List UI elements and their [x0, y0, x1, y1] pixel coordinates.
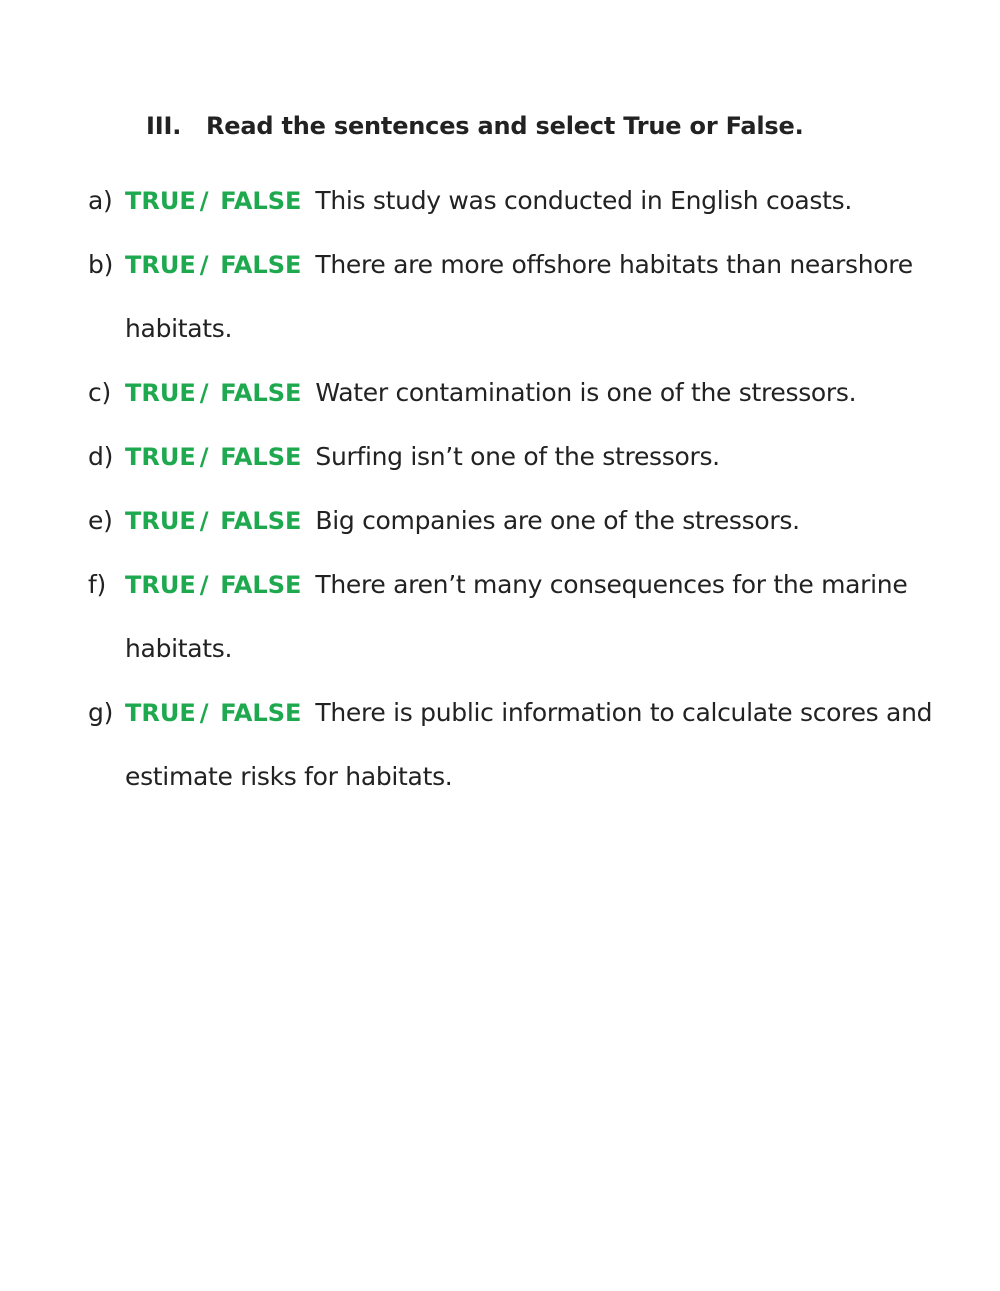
false-option[interactable]: FALSE [220, 251, 302, 279]
question-statement: Water contamination is one of the stressors. [315, 378, 857, 407]
false-option[interactable]: FALSE [220, 187, 302, 215]
section-instruction: Read the sentences and select True or False. [206, 112, 804, 140]
question-statement: This study was conducted in English coasts. [315, 186, 853, 215]
question-g [88, 696, 932, 730]
false-option[interactable]: FALSE [220, 379, 302, 407]
option-separator: / [199, 379, 209, 407]
false-option[interactable]: FALSE [220, 443, 302, 471]
question-letter: b) [88, 250, 114, 279]
option-separator: / [199, 699, 209, 727]
question-statement: Surfing isn’t one of the stressors. [315, 442, 720, 471]
option-separator: / [199, 443, 209, 471]
true-option[interactable]: TRUE [125, 187, 196, 215]
question-letter: f) [88, 570, 106, 599]
question-e [88, 504, 800, 538]
question-letter: e) [88, 506, 113, 535]
option-separator: / [199, 507, 209, 535]
question-statement: Big companies are one of the stressors. [315, 506, 800, 535]
true-option[interactable]: TRUE [125, 507, 196, 535]
question-g-continuation: estimate risks for habitats. [125, 762, 453, 791]
question-letter: g) [88, 698, 114, 727]
question-statement: There aren’t many consequences for the marine [315, 570, 908, 599]
question-f-continuation: habitats. [125, 634, 233, 663]
option-separator: / [199, 251, 209, 279]
true-option[interactable]: TRUE [125, 571, 196, 599]
question-f [88, 568, 907, 602]
question-letter: a) [88, 186, 113, 215]
section-heading [146, 112, 804, 140]
true-option[interactable]: TRUE [125, 379, 196, 407]
question-d [88, 440, 720, 474]
question-letter: d) [88, 442, 114, 471]
false-option[interactable]: FALSE [220, 699, 302, 727]
false-option[interactable]: FALSE [220, 507, 302, 535]
question-b [88, 248, 913, 282]
section-number: III. [146, 112, 182, 140]
false-option[interactable]: FALSE [220, 571, 302, 599]
true-option[interactable]: TRUE [125, 251, 196, 279]
question-c [88, 376, 856, 410]
question-statement: There is public information to calculate scores and [315, 698, 933, 727]
question-b-continuation: habitats. [125, 314, 233, 343]
question-a [88, 184, 852, 218]
question-statement: There are more offshore habitats than nearshore [315, 250, 913, 279]
true-option[interactable]: TRUE [125, 699, 196, 727]
option-separator: / [199, 571, 209, 599]
question-letter: c) [88, 378, 111, 407]
option-separator: / [199, 187, 209, 215]
true-option[interactable]: TRUE [125, 443, 196, 471]
